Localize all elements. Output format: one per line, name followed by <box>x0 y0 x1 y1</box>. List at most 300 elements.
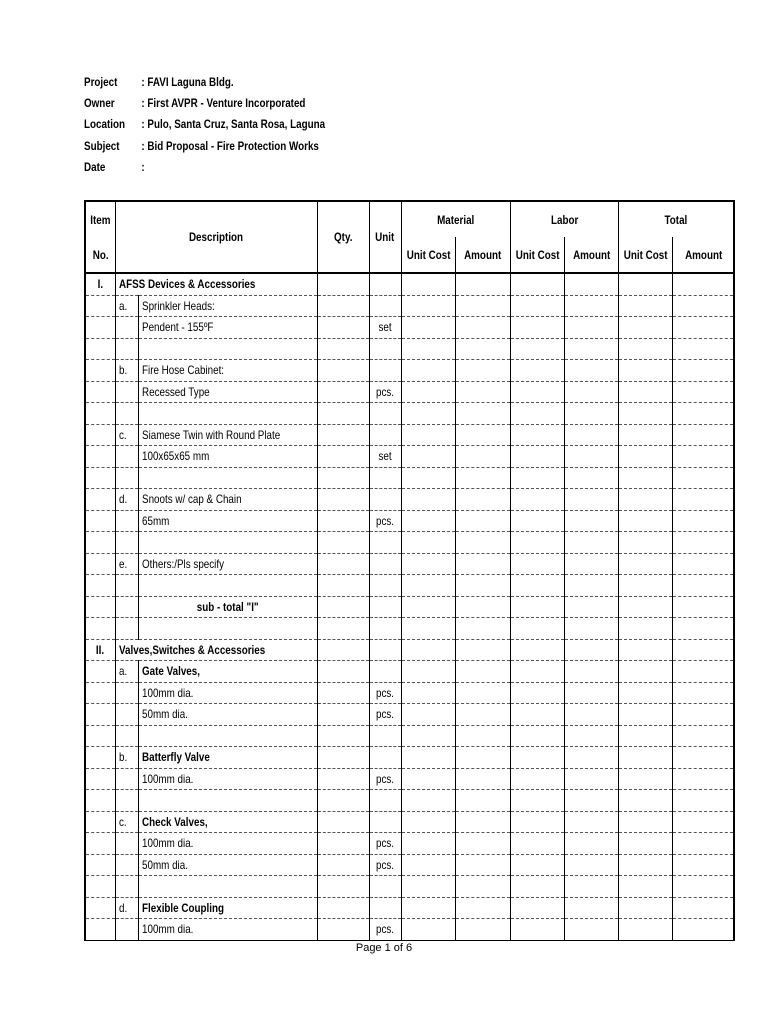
material-unit-cost-cell <box>401 295 455 317</box>
description-cell: 50mm dia. <box>138 854 317 876</box>
sub-letter-cell: a. <box>115 661 138 683</box>
unit-header: Unit <box>369 201 401 273</box>
total-amount-cell <box>673 317 734 339</box>
material-unit-cost-cell <box>401 575 455 597</box>
material-unit-cost-cell <box>401 381 455 403</box>
table-row <box>85 661 734 683</box>
unit-cell <box>369 639 401 661</box>
total-amount-cell <box>673 768 734 790</box>
material-amount-cell <box>455 790 510 812</box>
labor-amount-cell <box>565 273 619 295</box>
material-unit-cost-cell <box>401 532 455 554</box>
material-amount-cell <box>455 295 510 317</box>
material-unit-cost-cell <box>401 510 455 532</box>
sub-letter-cell <box>115 446 138 468</box>
section-title-cell: Valves,Switches & Accessories <box>115 639 317 661</box>
labor-unit-cost-cell <box>510 639 564 661</box>
sub-letter-cell: c. <box>115 811 138 833</box>
total-unit-cost-cell <box>619 897 673 919</box>
material-amount-cell <box>455 553 510 575</box>
unit-cell: pcs. <box>369 768 401 790</box>
table-row <box>85 897 734 919</box>
labor-amount-cell <box>565 919 619 941</box>
sub-letter-cell <box>115 381 138 403</box>
labor-unit-cost-cell <box>510 338 564 360</box>
unit-cell: pcs. <box>369 833 401 855</box>
unit-cell <box>369 876 401 898</box>
material-amount-cell <box>455 446 510 468</box>
description-cell <box>138 790 317 812</box>
total-unit-cost-cell <box>619 876 673 898</box>
labor-amount-cell <box>565 446 619 468</box>
sub-letter-cell: b. <box>115 360 138 382</box>
material-amount-cell <box>455 510 510 532</box>
header-label: Subject <box>84 138 120 153</box>
material-unit-cost-cell <box>401 618 455 640</box>
sub-letter-cell <box>115 919 138 941</box>
material-amount-cell <box>455 833 510 855</box>
total-unit-cost-cell <box>619 317 673 339</box>
material-unit-cost-cell <box>401 273 455 295</box>
description-cell: Gate Valves, <box>138 661 317 683</box>
header-row-date <box>84 159 325 180</box>
labor-amount-cell <box>565 295 619 317</box>
qty-cell <box>317 532 369 554</box>
unit-cell <box>369 532 401 554</box>
qty-cell <box>317 747 369 769</box>
sub-letter-cell: c. <box>115 424 138 446</box>
qty-cell <box>317 295 369 317</box>
table-row <box>85 747 734 769</box>
unit-cell: pcs. <box>369 682 401 704</box>
sub-letter-cell <box>115 467 138 489</box>
item-cell <box>85 618 115 640</box>
labor-amount-cell <box>565 897 619 919</box>
material-amount-cell <box>455 876 510 898</box>
header-row-subject <box>84 138 325 159</box>
total-unit-cost-header: Unit Cost <box>619 237 673 273</box>
item-cell <box>85 897 115 919</box>
unit-cell <box>369 295 401 317</box>
labor-unit-cost-cell <box>510 446 564 468</box>
unit-cell <box>369 897 401 919</box>
labor-unit-cost-cell <box>510 295 564 317</box>
item-header: Item <box>85 201 115 237</box>
labor-unit-cost-cell <box>510 360 564 382</box>
labor-amount-cell <box>565 661 619 683</box>
total-unit-cost-cell <box>619 790 673 812</box>
item-cell <box>85 682 115 704</box>
sub-letter-cell <box>115 768 138 790</box>
sub-letter-cell: d. <box>115 489 138 511</box>
total-amount-cell <box>673 790 734 812</box>
labor-unit-cost-cell <box>510 790 564 812</box>
description-cell: Batterfly Valve <box>138 747 317 769</box>
total-unit-cost-cell <box>619 403 673 425</box>
material-unit-cost-cell <box>401 811 455 833</box>
material-amount-cell <box>455 618 510 640</box>
sub-letter-cell: a. <box>115 295 138 317</box>
table-row <box>85 424 734 446</box>
qty-cell <box>317 704 369 726</box>
description-cell: Recessed Type <box>138 381 317 403</box>
description-cell: Pendent - 155ºF <box>138 317 317 339</box>
qty-cell <box>317 919 369 941</box>
total-amount-cell <box>673 467 734 489</box>
table-row <box>85 317 734 339</box>
material-unit-cost-cell <box>401 489 455 511</box>
table-row <box>85 919 734 941</box>
total-amount-cell <box>673 403 734 425</box>
total-amount-cell <box>673 381 734 403</box>
material-amount-cell <box>455 704 510 726</box>
material-unit-cost-cell <box>401 553 455 575</box>
total-unit-cost-cell <box>619 725 673 747</box>
description-cell: Others:/Pls specify <box>138 553 317 575</box>
item-cell <box>85 467 115 489</box>
total-unit-cost-cell <box>619 553 673 575</box>
description-cell: Sprinkler Heads: <box>138 295 317 317</box>
qty-cell <box>317 682 369 704</box>
description-cell <box>138 338 317 360</box>
total-unit-cost-cell <box>619 596 673 618</box>
total-unit-cost-cell <box>619 854 673 876</box>
material-unit-cost-cell <box>401 876 455 898</box>
labor-amount-cell <box>565 639 619 661</box>
total-amount-cell <box>673 747 734 769</box>
sub-letter-cell <box>115 854 138 876</box>
unit-cell: pcs. <box>369 919 401 941</box>
total-amount-cell <box>673 618 734 640</box>
material-unit-cost-cell <box>401 854 455 876</box>
labor-amount-cell <box>565 790 619 812</box>
total-amount-cell <box>673 897 734 919</box>
material-amount-cell <box>455 424 510 446</box>
description-cell: Siamese Twin with Round Plate <box>138 424 317 446</box>
bill-of-quantities-table <box>84 200 735 941</box>
header-value: : FAVI Laguna Bldg. <box>141 75 234 89</box>
labor-amount-cell <box>565 360 619 382</box>
labor-unit-cost-cell <box>510 553 564 575</box>
labor-amount-cell <box>565 747 619 769</box>
total-unit-cost-cell <box>619 661 673 683</box>
item-cell <box>85 704 115 726</box>
total-amount-cell <box>673 295 734 317</box>
table-row <box>85 489 734 511</box>
material-amount-cell <box>455 897 510 919</box>
total-amount-cell <box>673 360 734 382</box>
item-cell <box>85 381 115 403</box>
description-cell <box>138 403 317 425</box>
table-row <box>85 704 734 726</box>
qty-cell <box>317 897 369 919</box>
unit-cell <box>369 747 401 769</box>
material-unit-cost-cell <box>401 919 455 941</box>
total-amount-cell <box>673 682 734 704</box>
labor-amount-cell <box>565 532 619 554</box>
sub-letter-cell <box>115 338 138 360</box>
table-row <box>85 403 734 425</box>
header-label: Owner <box>84 96 115 111</box>
qty-cell <box>317 596 369 618</box>
item-cell <box>85 424 115 446</box>
item-cell <box>85 725 115 747</box>
labor-unit-cost-cell <box>510 682 564 704</box>
description-cell: Fire Hose Cabinet: <box>138 360 317 382</box>
qty-cell <box>317 381 369 403</box>
labor-header: Labor <box>510 201 618 237</box>
header-label: Project <box>84 75 118 89</box>
table-row <box>85 725 734 747</box>
unit-cell <box>369 725 401 747</box>
header-value: : <box>141 159 145 174</box>
item-cell <box>85 553 115 575</box>
unit-cell <box>369 790 401 812</box>
description-cell: Check Valves, <box>138 811 317 833</box>
total-unit-cost-cell <box>619 575 673 597</box>
qty-cell <box>317 811 369 833</box>
labor-amount-cell <box>565 338 619 360</box>
unit-cell: pcs. <box>369 510 401 532</box>
qty-cell <box>317 467 369 489</box>
material-unit-cost-cell <box>401 596 455 618</box>
sub-letter-cell <box>115 596 138 618</box>
description-cell <box>138 575 317 597</box>
total-amount-cell <box>673 919 734 941</box>
total-amount-cell <box>673 489 734 511</box>
material-amount-cell <box>455 467 510 489</box>
qty-cell <box>317 876 369 898</box>
material-amount-cell <box>455 403 510 425</box>
material-amount-header: Amount <box>455 237 510 273</box>
sub-letter-cell <box>115 704 138 726</box>
material-unit-cost-cell <box>401 360 455 382</box>
unit-cell <box>369 553 401 575</box>
qty-cell <box>317 575 369 597</box>
total-unit-cost-cell <box>619 704 673 726</box>
qty-cell <box>317 317 369 339</box>
labor-amount-cell <box>565 575 619 597</box>
labor-amount-cell <box>565 833 619 855</box>
labor-unit-cost-cell <box>510 317 564 339</box>
material-amount-cell <box>455 596 510 618</box>
total-amount-cell <box>673 639 734 661</box>
description-cell: 100mm dia. <box>138 768 317 790</box>
description-cell <box>138 725 317 747</box>
labor-amount-cell <box>565 876 619 898</box>
unit-cell <box>369 811 401 833</box>
table-row <box>85 273 734 295</box>
table-row <box>85 575 734 597</box>
total-unit-cost-cell <box>619 295 673 317</box>
total-unit-cost-cell <box>619 446 673 468</box>
table-row <box>85 618 734 640</box>
total-unit-cost-cell <box>619 618 673 640</box>
item-cell <box>85 596 115 618</box>
total-amount-header: Amount <box>673 237 734 273</box>
table-row <box>85 790 734 812</box>
material-unit-cost-cell <box>401 338 455 360</box>
total-unit-cost-cell <box>619 467 673 489</box>
labor-unit-cost-cell <box>510 661 564 683</box>
unit-cell <box>369 467 401 489</box>
sub-letter-cell <box>115 618 138 640</box>
total-unit-cost-cell <box>619 532 673 554</box>
material-amount-cell <box>455 811 510 833</box>
material-amount-cell <box>455 317 510 339</box>
item-cell <box>85 338 115 360</box>
table-header-row-1 <box>85 201 734 237</box>
item-cell <box>85 661 115 683</box>
total-amount-cell <box>673 811 734 833</box>
labor-amount-cell <box>565 510 619 532</box>
total-unit-cost-cell <box>619 360 673 382</box>
item-cell <box>85 317 115 339</box>
total-header: Total <box>619 201 734 237</box>
material-amount-cell <box>455 682 510 704</box>
unit-cell <box>369 403 401 425</box>
material-amount-cell <box>455 489 510 511</box>
table-row <box>85 532 734 554</box>
header-row-project <box>84 74 325 95</box>
qty-cell <box>317 790 369 812</box>
unit-cell <box>369 273 401 295</box>
description-cell <box>138 876 317 898</box>
material-amount-cell <box>455 747 510 769</box>
item-no-header: No. <box>85 237 115 273</box>
description-cell: Flexible Coupling <box>138 897 317 919</box>
table-body <box>85 273 734 940</box>
sub-letter-cell: b. <box>115 747 138 769</box>
qty-cell <box>317 360 369 382</box>
unit-cell <box>369 338 401 360</box>
item-cell <box>85 768 115 790</box>
qty-cell <box>317 639 369 661</box>
material-unit-cost-cell <box>401 897 455 919</box>
labor-unit-cost-cell <box>510 489 564 511</box>
unit-cell: pcs. <box>369 381 401 403</box>
table-row <box>85 596 734 618</box>
labor-amount-header: Amount <box>565 237 619 273</box>
item-cell <box>85 360 115 382</box>
material-unit-cost-cell <box>401 424 455 446</box>
labor-amount-cell <box>565 489 619 511</box>
table-row <box>85 338 734 360</box>
total-amount-cell <box>673 661 734 683</box>
item-cell <box>85 403 115 425</box>
table-row <box>85 768 734 790</box>
item-cell: II. <box>85 639 115 661</box>
table-row <box>85 854 734 876</box>
item-cell <box>85 876 115 898</box>
labor-amount-cell <box>565 381 619 403</box>
labor-unit-cost-cell <box>510 510 564 532</box>
sub-letter-cell <box>115 876 138 898</box>
total-unit-cost-cell <box>619 682 673 704</box>
total-unit-cost-cell <box>619 381 673 403</box>
labor-unit-cost-cell <box>510 833 564 855</box>
material-unit-cost-cell <box>401 747 455 769</box>
labor-unit-cost-cell <box>510 876 564 898</box>
total-unit-cost-cell <box>619 919 673 941</box>
sub-letter-cell <box>115 682 138 704</box>
description-cell <box>138 532 317 554</box>
qty-cell <box>317 553 369 575</box>
material-amount-cell <box>455 360 510 382</box>
material-unit-cost-cell <box>401 725 455 747</box>
description-cell: 100mm dia. <box>138 919 317 941</box>
total-amount-cell <box>673 575 734 597</box>
labor-unit-cost-cell <box>510 919 564 941</box>
table-row <box>85 639 734 661</box>
unit-cell <box>369 424 401 446</box>
labor-amount-cell <box>565 596 619 618</box>
material-amount-cell <box>455 768 510 790</box>
material-unit-cost-cell <box>401 704 455 726</box>
table-row <box>85 446 734 468</box>
labor-amount-cell <box>565 403 619 425</box>
labor-amount-cell <box>565 467 619 489</box>
total-amount-cell <box>673 854 734 876</box>
total-unit-cost-cell <box>619 489 673 511</box>
description-cell: 65mm <box>138 510 317 532</box>
material-amount-cell <box>455 381 510 403</box>
qty-cell <box>317 489 369 511</box>
table-row <box>85 553 734 575</box>
total-amount-cell <box>673 338 734 360</box>
total-amount-cell <box>673 510 734 532</box>
item-cell <box>85 489 115 511</box>
labor-amount-cell <box>565 618 619 640</box>
labor-amount-cell <box>565 854 619 876</box>
labor-unit-cost-cell <box>510 467 564 489</box>
qty-cell <box>317 273 369 295</box>
item-cell <box>85 532 115 554</box>
item-cell <box>85 510 115 532</box>
labor-unit-cost-cell <box>510 273 564 295</box>
table-row <box>85 381 734 403</box>
item-cell <box>85 747 115 769</box>
description-header: Description <box>115 201 317 273</box>
sub-letter-cell <box>115 317 138 339</box>
material-unit-cost-cell <box>401 403 455 425</box>
description-cell: sub - total "I" <box>138 596 317 618</box>
labor-amount-cell <box>565 424 619 446</box>
total-unit-cost-cell <box>619 273 673 295</box>
total-unit-cost-cell <box>619 510 673 532</box>
sub-letter-cell: d. <box>115 897 138 919</box>
description-cell: Snoots w/ cap & Chain <box>138 489 317 511</box>
item-cell <box>85 446 115 468</box>
material-unit-cost-cell <box>401 790 455 812</box>
sub-letter-cell <box>115 575 138 597</box>
unit-cell <box>369 360 401 382</box>
item-cell <box>85 295 115 317</box>
unit-cell: pcs. <box>369 704 401 726</box>
material-amount-cell <box>455 273 510 295</box>
qty-cell <box>317 403 369 425</box>
description-cell <box>138 618 317 640</box>
labor-unit-cost-cell <box>510 725 564 747</box>
table-row <box>85 876 734 898</box>
total-amount-cell <box>673 704 734 726</box>
item-cell <box>85 575 115 597</box>
sub-letter-cell <box>115 510 138 532</box>
labor-unit-cost-cell <box>510 747 564 769</box>
unit-cell: pcs. <box>369 854 401 876</box>
material-amount-cell <box>455 338 510 360</box>
labor-unit-cost-header: Unit Cost <box>510 237 564 273</box>
